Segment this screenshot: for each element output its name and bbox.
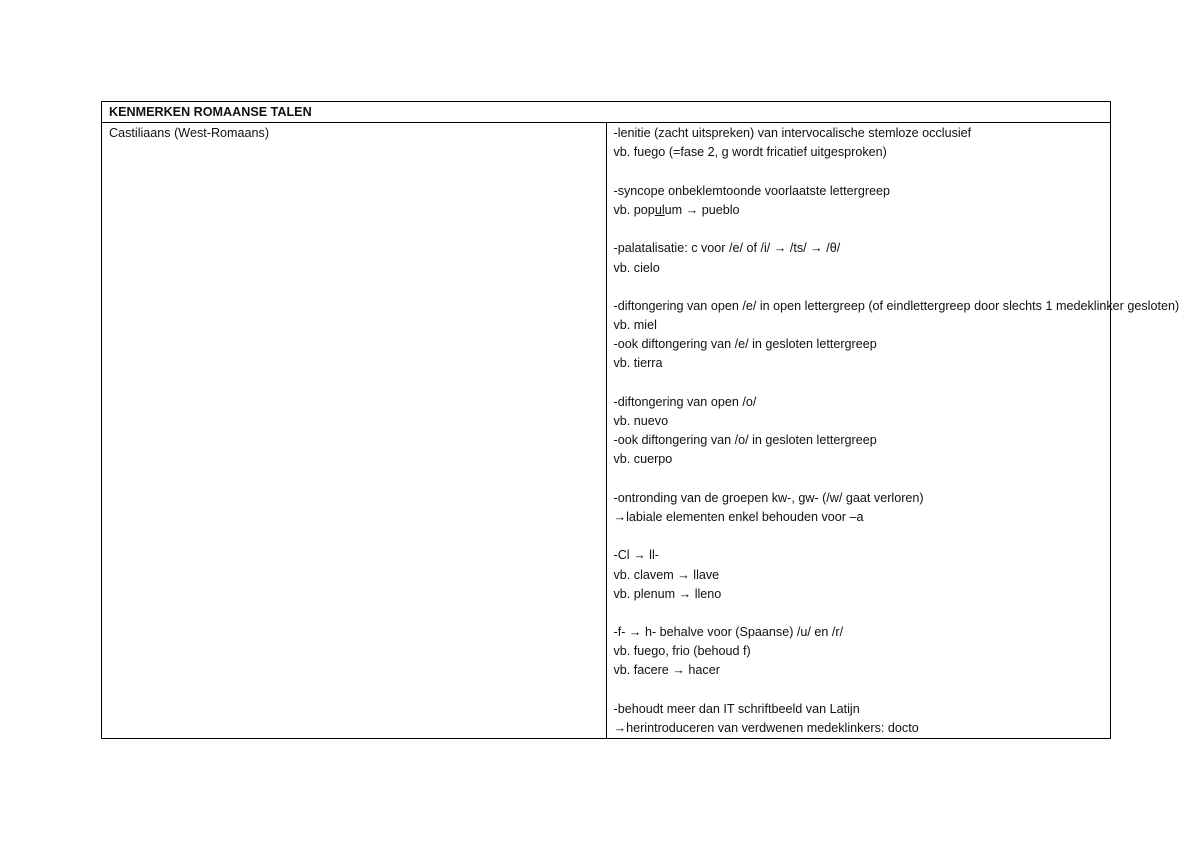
feature-line: -syncope onbeklemtoonde voorlaatste lettergreep bbox=[613, 183, 891, 198]
feature-line: vb. facere → hacer bbox=[613, 663, 720, 678]
features-table bbox=[101, 101, 1180, 739]
feature-line: vb. nuevo bbox=[613, 414, 669, 429]
feature-line: -palatalisatie: c voor /e/ of /i/ → /ts/ → /θ/ bbox=[613, 241, 841, 256]
example-suffix: um → pueblo bbox=[664, 202, 740, 217]
feature-line: -f- → h- behalve voor (Spaanse) /u/ en /r/ bbox=[613, 625, 844, 640]
feature-line: -lenitie (zacht uitspreken) van intervocalische stemloze occlusief bbox=[613, 126, 972, 141]
blank-line bbox=[614, 163, 1105, 182]
language-cell bbox=[102, 123, 607, 739]
feature-line: -ook diftongering van /e/ in gesloten lettergreep bbox=[613, 337, 877, 352]
feature-line: -diftongering van open /e/ in open lettergreep (of eindlettergreep door slechts 1 medeklinker gesloten) bbox=[613, 298, 1180, 313]
feature-line: -Cl → ll- bbox=[613, 548, 659, 563]
feature-line: →herintroduceren van verdwenen medeklinkers: docto bbox=[613, 721, 919, 736]
feature-line: -ontronding van de groepen kw-, gw- (/w/ gaat verloren) bbox=[613, 490, 924, 505]
table-row bbox=[102, 123, 1111, 739]
feature-line: -ook diftongering van /o/ in gesloten lettergreep bbox=[613, 433, 877, 448]
feature-line: vb. cielo bbox=[613, 260, 660, 275]
feature-line: -behoudt meer dan IT schriftbeeld van Latijn bbox=[613, 701, 860, 716]
feature-line: vb. fuego (=fase 2, g wordt fricatief uitgesproken) bbox=[613, 145, 887, 160]
example-underlined: ul bbox=[654, 202, 665, 217]
table-header: KENMERKEN ROMAANSE TALEN bbox=[102, 102, 1111, 123]
feature-line: →labiale elementen enkel behouden voor –a bbox=[613, 509, 864, 524]
feature-line: -diftongering van open /o/ bbox=[613, 394, 757, 409]
blank-line bbox=[614, 374, 1105, 393]
blank-line bbox=[614, 278, 1105, 297]
blank-line bbox=[614, 681, 1105, 700]
blank-line bbox=[614, 470, 1105, 489]
header-row bbox=[102, 102, 1111, 123]
example-prefix: vb. pop bbox=[613, 202, 655, 217]
feature-line: vb. clavem → llave bbox=[613, 567, 720, 582]
feature-line: vb. miel bbox=[613, 318, 657, 333]
blank-line bbox=[614, 220, 1105, 239]
language-label: Castiliaans (West-Romaans) bbox=[109, 126, 270, 141]
blank-line bbox=[614, 527, 1105, 546]
feature-line: vb. tierra bbox=[613, 356, 663, 371]
features-cell bbox=[606, 123, 1180, 739]
blank-line bbox=[614, 604, 1105, 623]
feature-line: vb. cuerpo bbox=[613, 452, 673, 467]
example-line-populum bbox=[614, 201, 1105, 220]
feature-line: vb. plenum → lleno bbox=[613, 586, 722, 601]
feature-line: vb. fuego, frio (behoud f) bbox=[613, 644, 751, 659]
